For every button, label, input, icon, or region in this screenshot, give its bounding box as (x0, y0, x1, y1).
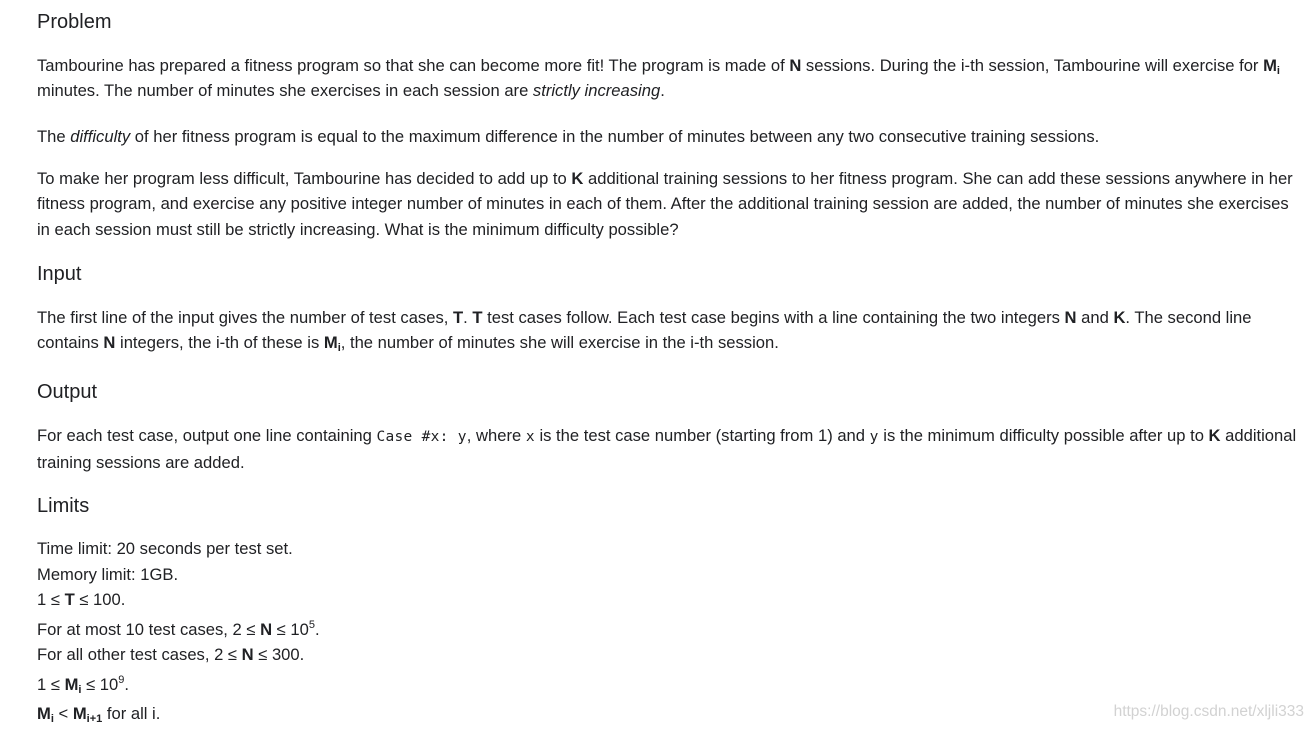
var-N: N (789, 56, 802, 75)
text: minutes. The number of minutes she exercises in each session are (37, 81, 533, 101)
text: . (463, 308, 473, 327)
text: ≤ 100. (74, 590, 126, 609)
subscript-i: i (50, 713, 54, 725)
text: For at most 10 test cases, 2 ≤ (37, 619, 261, 639)
var-M: M (72, 704, 87, 723)
text: additional training sessions to her fitness program. She can add these sessions anywhere in her fitness program, and exercise any positive integer number of minutes in each of them. After the additional training session are added, the number of minutes she exercises in each session must still be strictly increasing. What is the minimum difficulty possible? (37, 169, 1293, 239)
output-paragraph (37, 423, 1299, 476)
text: The (37, 127, 71, 146)
text: For each test case, output one line containing (37, 426, 377, 445)
text: ≤ 300. (253, 645, 305, 664)
text: Tambourine has prepared a fitness program so that she can become more fit! The program is made of (37, 56, 790, 75)
limit-N-other (37, 642, 1037, 668)
problem-paragraph-2 (37, 124, 1299, 149)
var-K: K (1113, 308, 1126, 327)
subscript-i: i (78, 683, 82, 696)
emphasis-strictly-increasing: strictly increasing (532, 81, 661, 101)
var-T: T (472, 308, 483, 327)
text: sessions. During the i-th session, Tambourine will exercise for (801, 56, 1264, 75)
text: ≤ 10 (81, 674, 119, 694)
limit-Mi-increasing (37, 701, 1037, 727)
var-M: M (64, 674, 79, 694)
limit-N-small (37, 617, 1037, 643)
text: < (53, 704, 73, 723)
var-T: T (452, 308, 464, 327)
text: 1 ≤ (37, 590, 65, 609)
var-M: M (1263, 56, 1277, 75)
var-K: K (1208, 426, 1221, 445)
var-M: M (37, 704, 51, 723)
text: test cases follow. Each test case begins with a line containing the two integers (482, 308, 1065, 327)
watermark-url: https://blog.csdn.net/xljli333 (1113, 703, 1304, 720)
input-paragraph (37, 305, 1299, 356)
superscript: 9 (118, 673, 125, 686)
section-heading-input: Input (37, 263, 82, 285)
code-case-format: Case #x: y (376, 429, 467, 445)
text: To make her program less difficult, Tambourine has decided to add up to (37, 169, 572, 188)
var-Mi (1263, 56, 1280, 75)
section-heading-output: Output (37, 381, 98, 403)
superscript: 5 (308, 618, 315, 631)
text: , where (466, 426, 526, 445)
var-N: N (1064, 308, 1077, 327)
text: . (660, 81, 665, 101)
text: for all i. (102, 704, 161, 723)
emphasis-difficulty: difficulty (70, 127, 131, 146)
text: integers, the i-th of these is (115, 333, 324, 353)
section-heading-limits: Limits (37, 495, 90, 517)
var-N: N (260, 619, 273, 639)
subscript-i: i (337, 342, 341, 355)
text: The first line of the input gives the number of test cases, (37, 308, 453, 327)
problem-paragraph-3 (37, 166, 1299, 242)
limit-T (37, 587, 1037, 613)
subscript-i-plus-1: i+1 (86, 713, 103, 725)
var-T: T (64, 590, 75, 609)
text: is the test case number (starting from 1) and (534, 426, 870, 445)
text: . (124, 674, 129, 694)
var-K: K (571, 169, 584, 188)
var-N: N (241, 645, 254, 664)
text: additional training sessions are added. (37, 426, 1297, 473)
limit-memory: Memory limit: 1GB. (37, 564, 179, 584)
var-M: M (323, 333, 338, 353)
code-x: x (525, 429, 535, 445)
var-Mi-plus-1 (73, 704, 102, 723)
text: . The second line contains (37, 308, 1252, 353)
subscript-i: i (1276, 65, 1280, 77)
text: For all other test cases, 2 ≤ (37, 645, 242, 664)
section-heading-problem: Problem (37, 11, 112, 33)
code-y: y (869, 429, 879, 445)
text: is the minimum difficulty possible after up to (878, 426, 1209, 445)
text: ≤ 10 (272, 619, 309, 639)
text: , the number of minutes she will exercise in the i-th session. (340, 333, 779, 353)
text: of her fitness program is equal to the maximum difference in the number of minutes between any two consecutive training sessions. (130, 127, 1100, 146)
limits-list (37, 536, 1037, 727)
var-Mi (323, 333, 341, 355)
limit-time: Time limit: 20 seconds per test set. (37, 539, 293, 558)
var-Mi (37, 704, 54, 723)
var-Mi (65, 675, 82, 694)
text: . (314, 619, 320, 639)
problem-paragraph-1 (37, 53, 1299, 104)
text: and (1076, 308, 1114, 327)
var-N: N (103, 333, 116, 353)
limit-Mi-range (37, 672, 1037, 698)
text: 1 ≤ (37, 674, 65, 694)
